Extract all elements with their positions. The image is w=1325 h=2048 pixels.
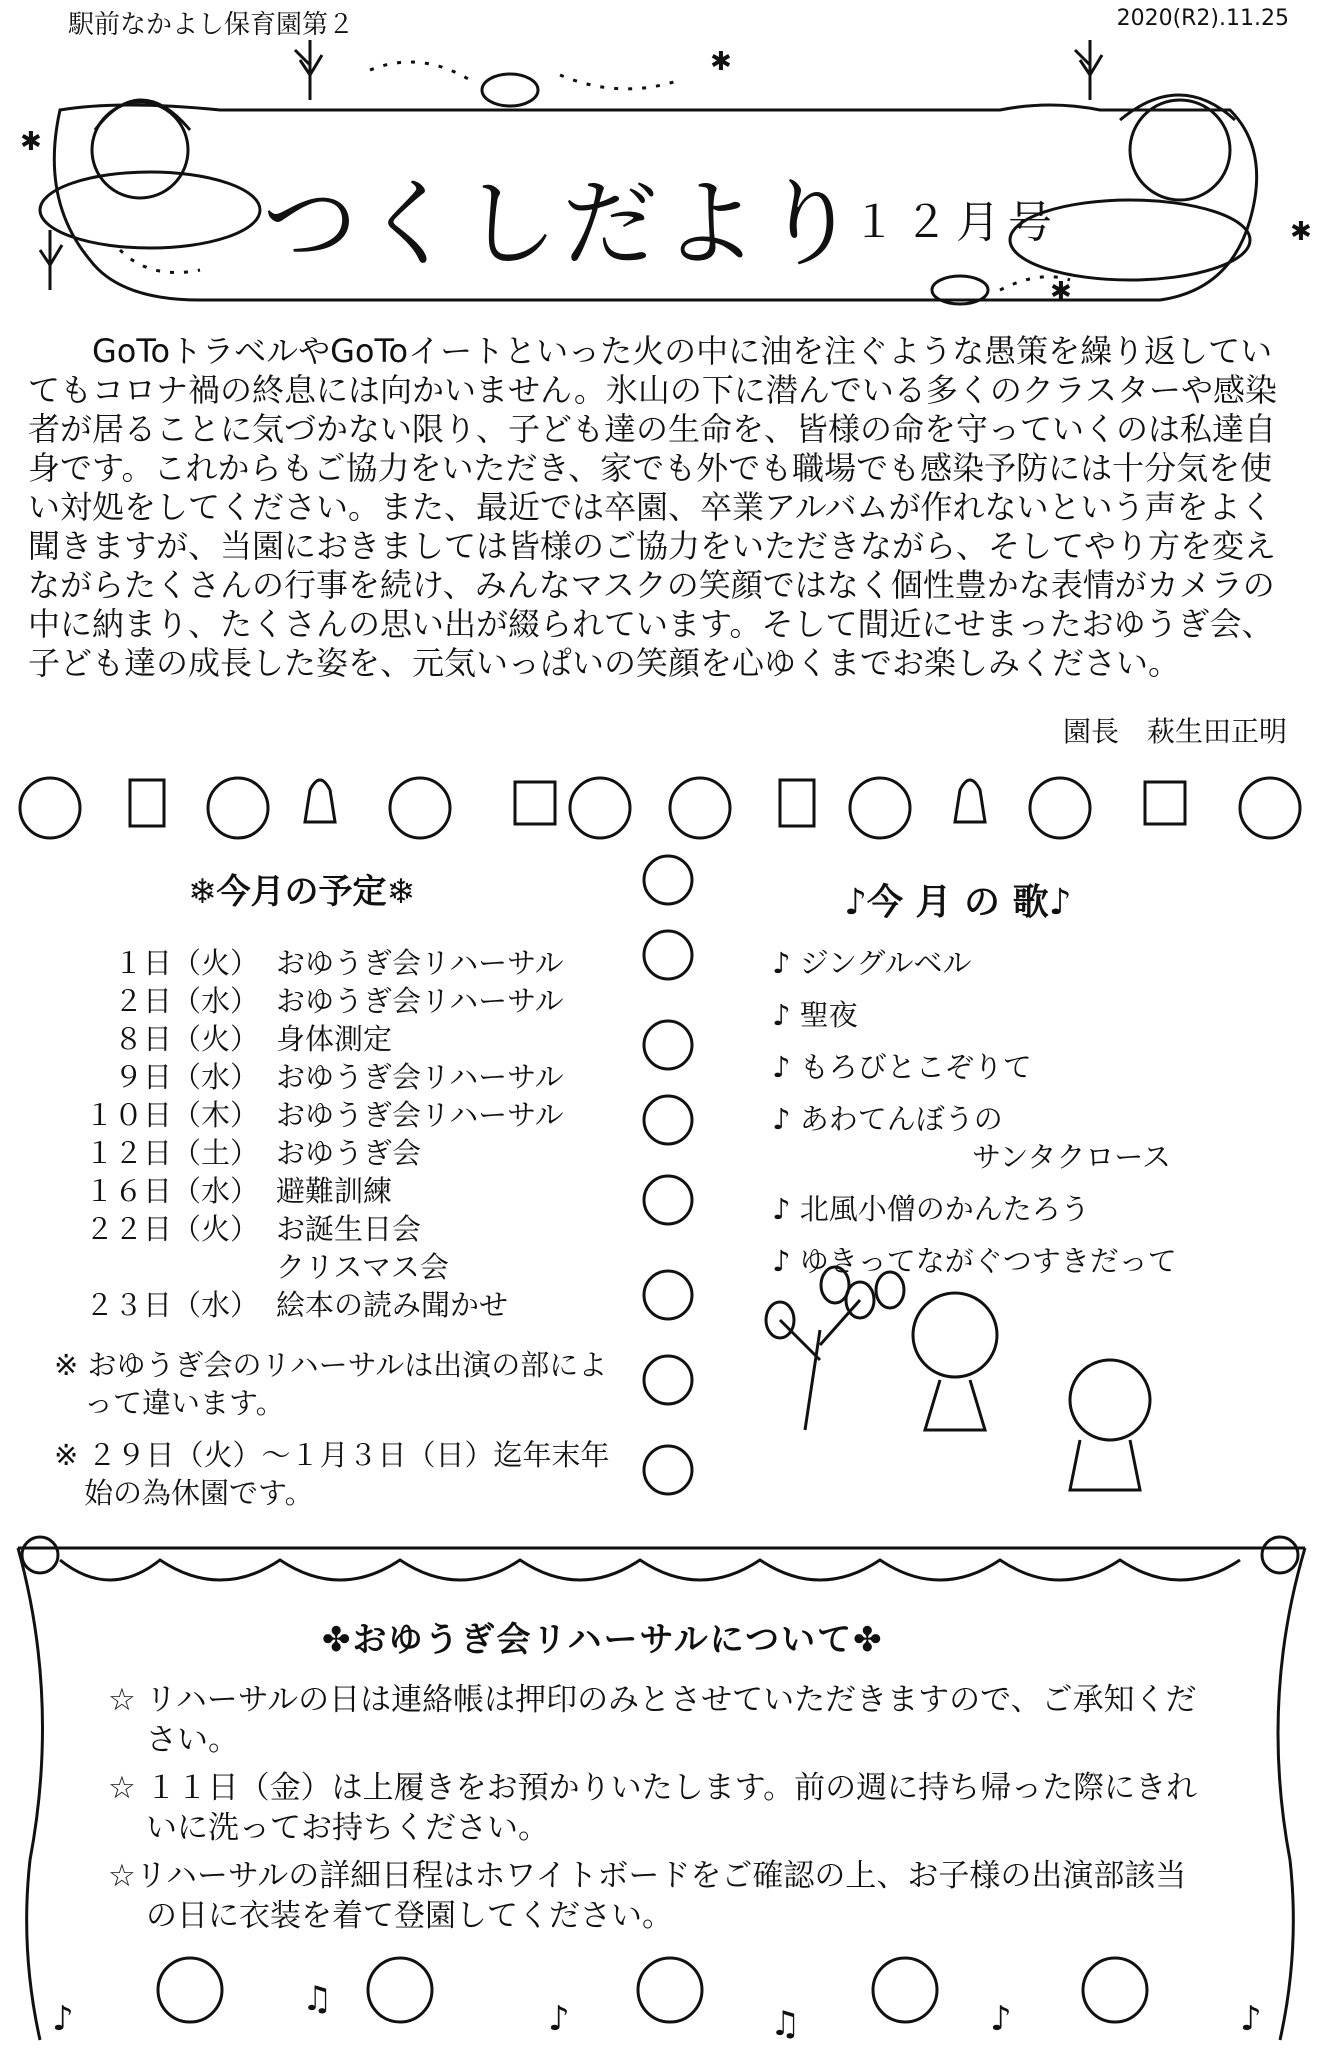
rehearsal-item: ☆ リハーサルの日は連絡帳は押印のみとさせていただきますので、ご承知ください。 bbox=[108, 1682, 1197, 1758]
schedule-heading: ❄今月の予定❄ bbox=[188, 872, 415, 912]
star-icon: ✱ bbox=[20, 127, 42, 157]
principal-signature: 園長 萩生田正明 bbox=[1062, 715, 1287, 748]
issue-date: 2020(R2).11.25 bbox=[1116, 6, 1289, 31]
music-note-icon: ♫ bbox=[770, 2004, 801, 2044]
music-note-icon: ♪ bbox=[548, 1999, 570, 2039]
song-item: ♪ ジングルベル bbox=[772, 946, 972, 980]
child-right-illustration bbox=[1130, 100, 1230, 200]
newsletter-title: つくしだより bbox=[262, 168, 862, 280]
star-icon: ✱ bbox=[1050, 277, 1072, 307]
rehearsal-list bbox=[108, 1680, 1208, 1944]
rehearsal-item: ☆ １１日（金）は上履きをお預かりいたします。前の週に持ち帰った際にきれいに洗ってお持ちください。 bbox=[108, 1770, 1198, 1846]
schedule-note: ※ おゆうぎ会のリハーサルは出演の部によって違います。 bbox=[54, 1348, 608, 1420]
schedule-list bbox=[60, 944, 564, 1324]
schedule-row: １２日（土） おゆうぎ会 bbox=[84, 1136, 422, 1170]
songs-list bbox=[772, 944, 1177, 1294]
schedule-row: ８日（火） 身体測定 bbox=[113, 1022, 393, 1056]
tree-icon bbox=[295, 40, 322, 100]
issue-label: １２月号 bbox=[852, 197, 1060, 248]
schedule-row: １日（火） おゆうぎ会リハーサル bbox=[113, 946, 564, 980]
tree-icon bbox=[1075, 40, 1102, 100]
music-note-icon: ♪ bbox=[52, 1999, 74, 2039]
schedule-row: ２３日（水） 絵本の読み聞かせ bbox=[84, 1288, 509, 1322]
songs-illustration bbox=[766, 1267, 1150, 1490]
tree-icon bbox=[40, 230, 62, 290]
song-item: ♪ もろびとこぞりて bbox=[772, 1050, 1032, 1084]
music-note-icon: ♫ bbox=[302, 1979, 333, 2019]
song-item: ♪ 北風小僧のかんたろう bbox=[772, 1192, 1090, 1226]
song-item: ♪ あわてんぼうの サンタクロース bbox=[772, 1102, 1171, 1174]
intro-paragraph bbox=[28, 332, 1298, 683]
kids-column bbox=[644, 856, 692, 1494]
songs-heading: ♪今 月 の 歌♪ bbox=[844, 882, 1072, 923]
schedule-row: ９日（水） おゆうぎ会リハーサル bbox=[113, 1060, 564, 1094]
music-note-icon: ♪ bbox=[1240, 1999, 1262, 2039]
schedule-notes bbox=[54, 1346, 614, 1526]
intro-text: GoToトラベルやGoToイートといった火の中に油を注ぐような愚策を繰り返していてもコロナ禍の終息には向かいません。氷山の下に潜んでいる多くのクラスターや感染者が居ることに気づかない限り、子ども達の生命を、皆様の命を守っていくのは私達自身です。これからもご協力をいただき、家でも外でも職場でも感染予防には十分気を使い対処をしてください。また、最近では卒園、卒業アルバムが作れないという声をよく聞きますが、当園におきましては皆様のご協力をいただきながら、そしてやり方を変えながらたくさんの行事を続け、みんなマスクの笑顔ではなく個性豊かな表情がカメラの中に納まり、たくさんの思い出が綴られています。そして間近にせまったおゆうぎ会、子ども達の成長した姿を、元気いっぱいの笑顔を心ゆくまでお楽しみください。 bbox=[28, 332, 1277, 682]
leaf-icon bbox=[482, 74, 538, 106]
schedule-row: １６日（水） 避難訓練 bbox=[84, 1174, 393, 1208]
rehearsal-heading: ✤おゆうぎ会リハーサルについて✤ bbox=[322, 1620, 884, 1660]
song-item: ♪ ゆきってながぐつすきだって bbox=[772, 1244, 1177, 1278]
star-icon: ✱ bbox=[1290, 217, 1312, 247]
schedule-row: ２日（水） おゆうぎ会リハーサル bbox=[113, 984, 564, 1018]
schedule-row-continuation: クリスマス会 bbox=[276, 1250, 449, 1284]
music-note-icon: ♪ bbox=[990, 1999, 1012, 2039]
song-item: ♪ 聖夜 bbox=[772, 998, 858, 1032]
rehearsal-item: ☆リハーサルの詳細日程はホワイトボードをご確認の上、お子様の出演部該当の日に衣装を着て登園してください。 bbox=[108, 1858, 1187, 1934]
schedule-row: ２２日（火） お誕生日会 bbox=[84, 1212, 422, 1246]
star-icon: ✱ bbox=[710, 47, 732, 77]
schedule-row: １０日（木） おゆうぎ会リハーサル bbox=[84, 1098, 564, 1132]
schedule-note: ※ ２９日（火）～１月３日（日）迄年末年始の為休園です。 bbox=[54, 1438, 610, 1510]
christmas-border bbox=[20, 778, 1300, 838]
school-name: 駅前なかよし保育園第２ bbox=[68, 10, 355, 40]
